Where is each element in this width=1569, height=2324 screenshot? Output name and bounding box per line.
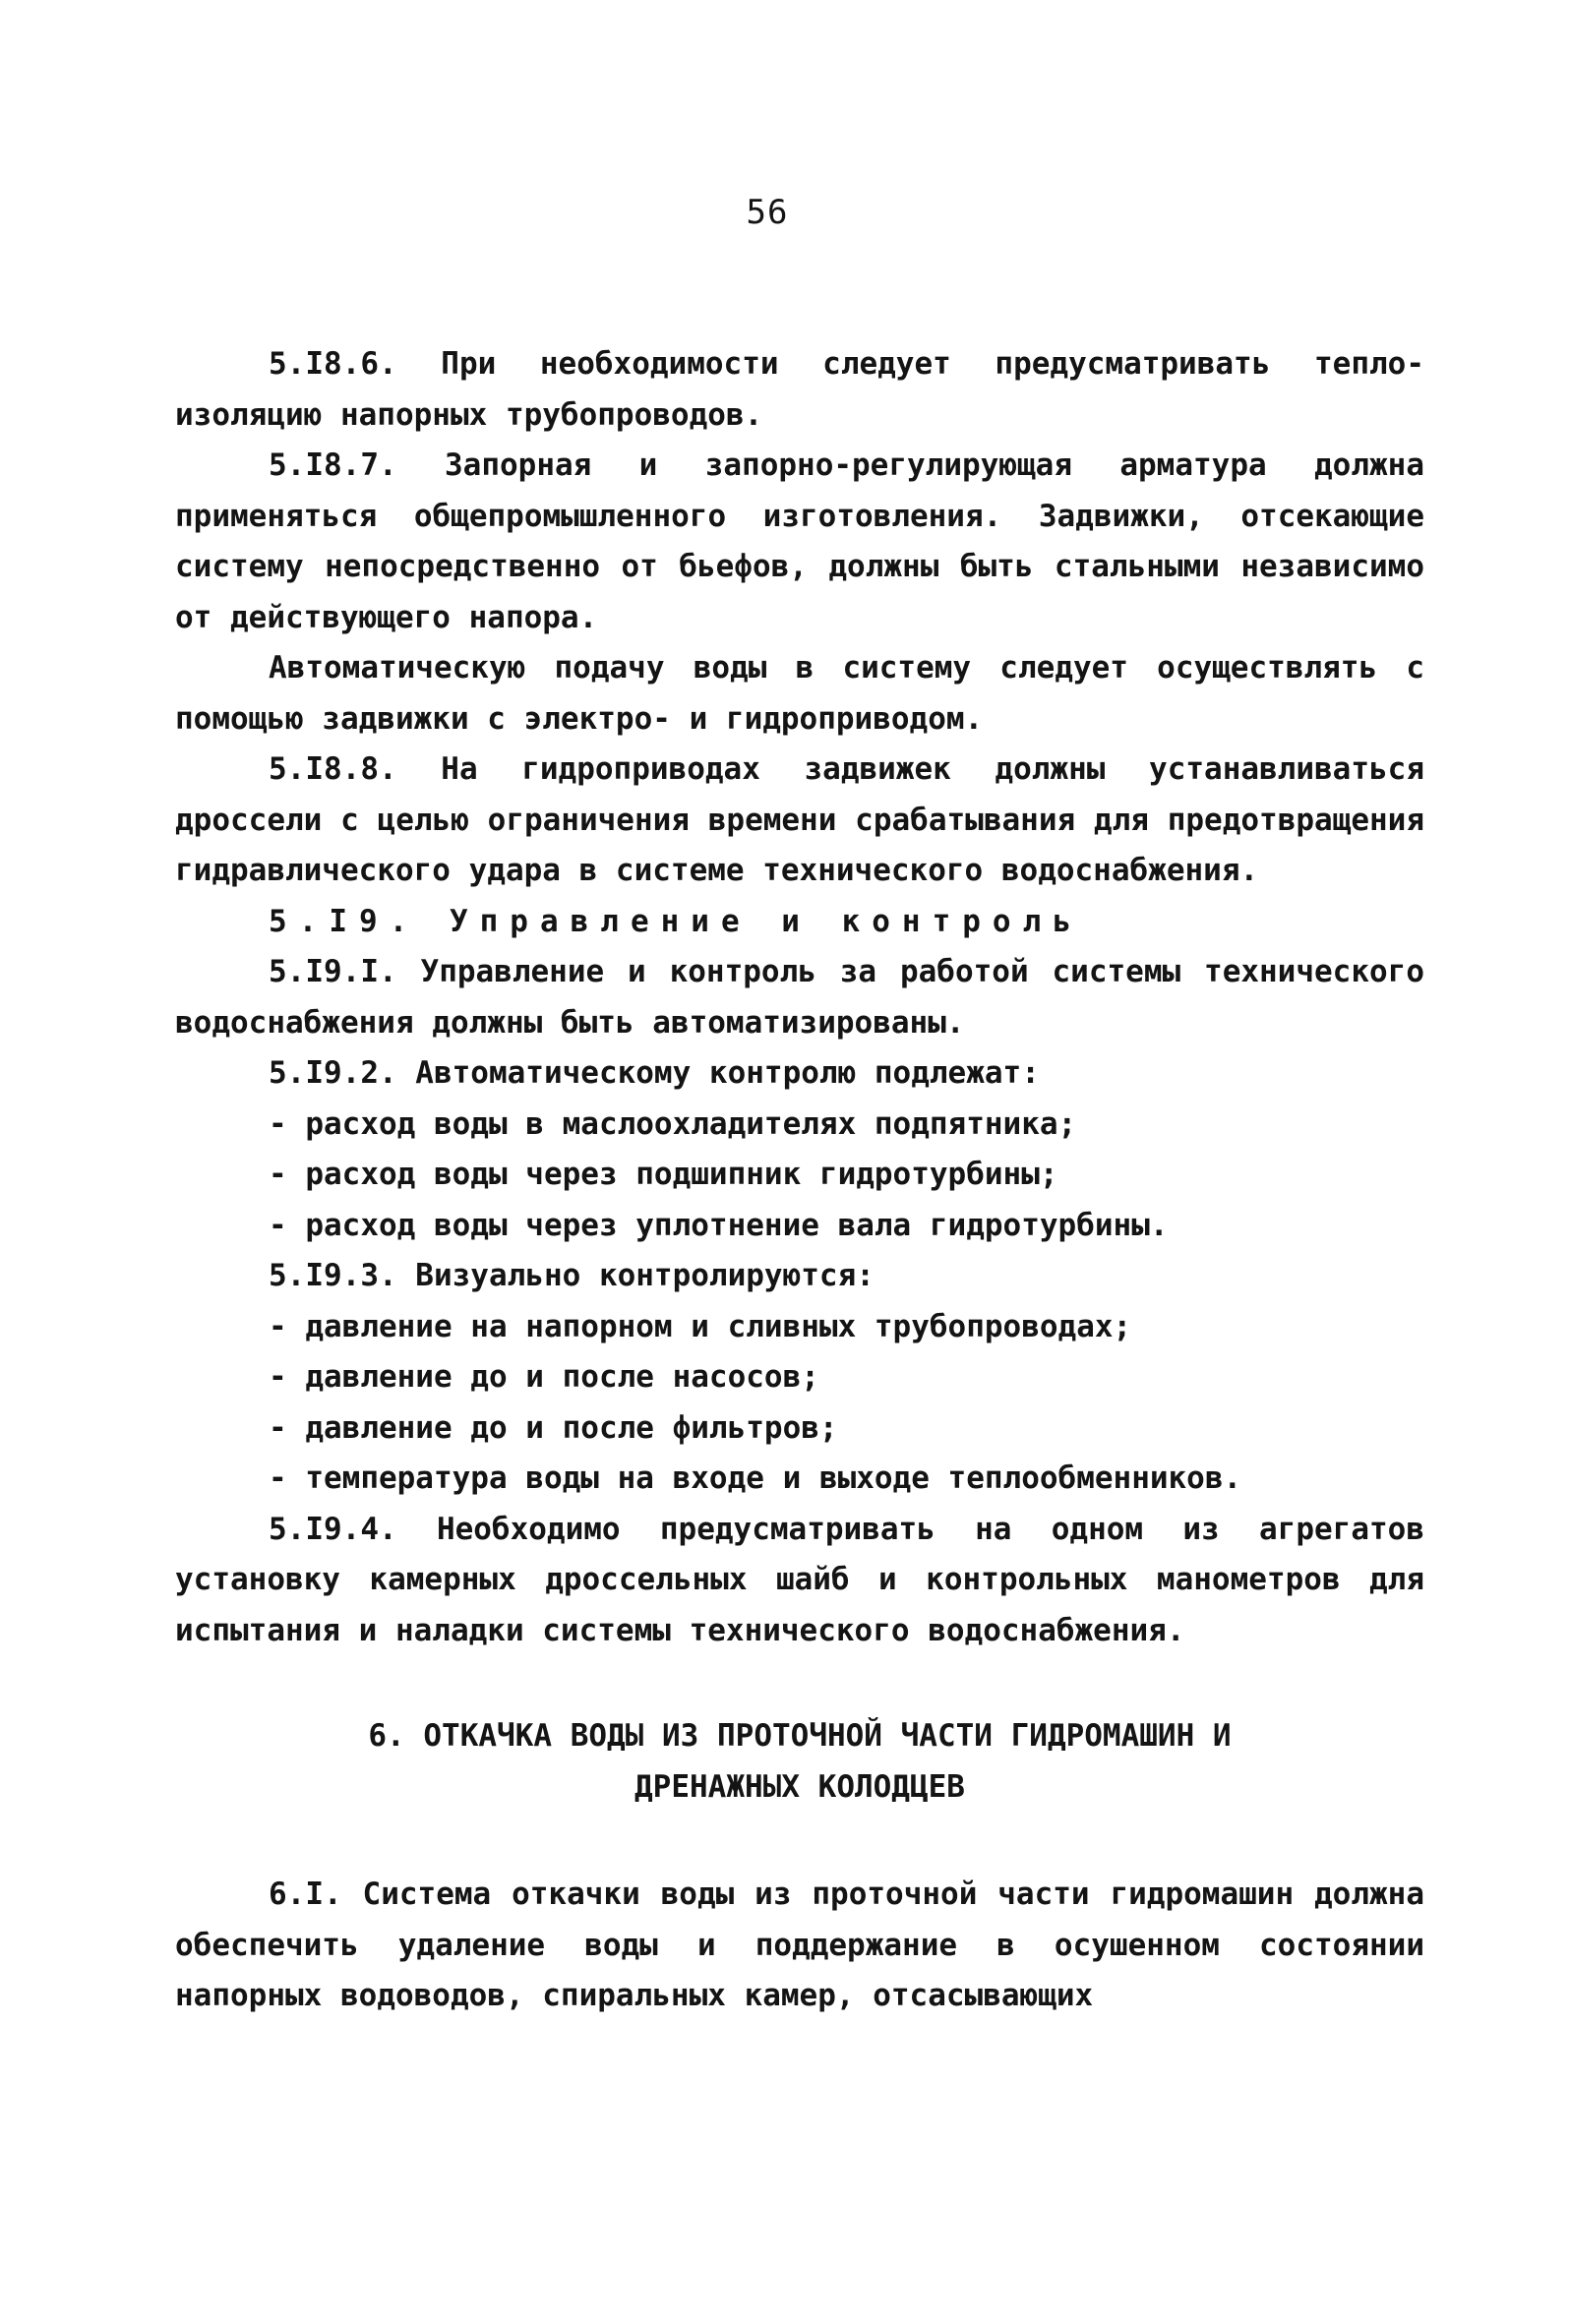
chapter-heading-line-1: 6. ОТКАЧКА ВОДЫ ИЗ ПРОТОЧНОЙ ЧАСТИ ГИДРОМАШИН И bbox=[368, 1718, 1232, 1754]
list-item: - давление на напорном и сливных трубопроводах; bbox=[269, 1308, 1132, 1344]
page-number: 56 bbox=[746, 193, 789, 232]
paragraph-5-18-6: 5.I8.6. При необходимости следует предусматривать тепло-изоляцию напорных трубопроводов. bbox=[175, 346, 1424, 433]
list-item: - давление до и после фильтров; bbox=[269, 1409, 838, 1446]
paragraph-5-19-2: 5.I9.2. Автоматическому контролю подлежат: bbox=[269, 1055, 1040, 1091]
document-body bbox=[175, 339, 1424, 2022]
chapter-heading-6 bbox=[175, 1711, 1424, 1813]
list-item: - температура воды на входе и выходе теплообменников. bbox=[269, 1460, 1242, 1496]
paragraph-auto-supply: Автоматическую подачу воды в систему следует осуществлять с помощью задвижки с электро- и гидроприводом. bbox=[175, 650, 1424, 737]
chapter-heading-line-2: ДРЕНАЖНЫХ КОЛОДЦЕВ bbox=[634, 1768, 965, 1805]
paragraph-5-19-1: 5.I9.I. Управление и контроль за работой системы технического водоснабжения должны быть автоматизированы. bbox=[175, 954, 1424, 1041]
list-item: - расход воды через подшипник гидротурбины; bbox=[269, 1157, 1058, 1192]
paragraph-5-18-7: 5.I8.7. Запорная и запорно-регулирующая арматура должна применяться общепромышленного изготовления. Задвижки, отсекающие систему непосредственно от бьефов, должны быть стальными независимо от действующего напора. bbox=[175, 447, 1424, 635]
list-item: - расход воды через уплотнение вала гидротурбины. bbox=[269, 1207, 1169, 1243]
paragraph-5-18-8: 5.I8.8. На гидроприводах задвижек должны устанавливаться дроссели с целью ограничения времени срабатывания для предотвращения гидравлического удара в системе технического водоснабжения. bbox=[175, 751, 1424, 888]
paragraph-5-19-4: 5.I9.4. Необходимо предусматривать на одном из агрегатов установку камерных дроссельных шайб и контрольных манометров для испытания и наладки системы технического водоснабжения. bbox=[175, 1511, 1424, 1648]
paragraph-5-19-3: 5.I9.3. Визуально контролируются: bbox=[269, 1258, 875, 1293]
section-heading-5-19: 5.I9. Управление и контроль bbox=[269, 903, 1083, 939]
list-item: - давление до и после насосов; bbox=[269, 1359, 819, 1395]
list-item: - расход воды в маслоохладителях подпятника; bbox=[269, 1105, 1077, 1142]
paragraph-6-1: 6.I. Система откачки воды из проточной части гидромашин должна обеспечить удаление воды и поддержание в осушенном состоянии напорных водоводов, спиральных камер, отсасывающих bbox=[175, 1877, 1424, 2013]
